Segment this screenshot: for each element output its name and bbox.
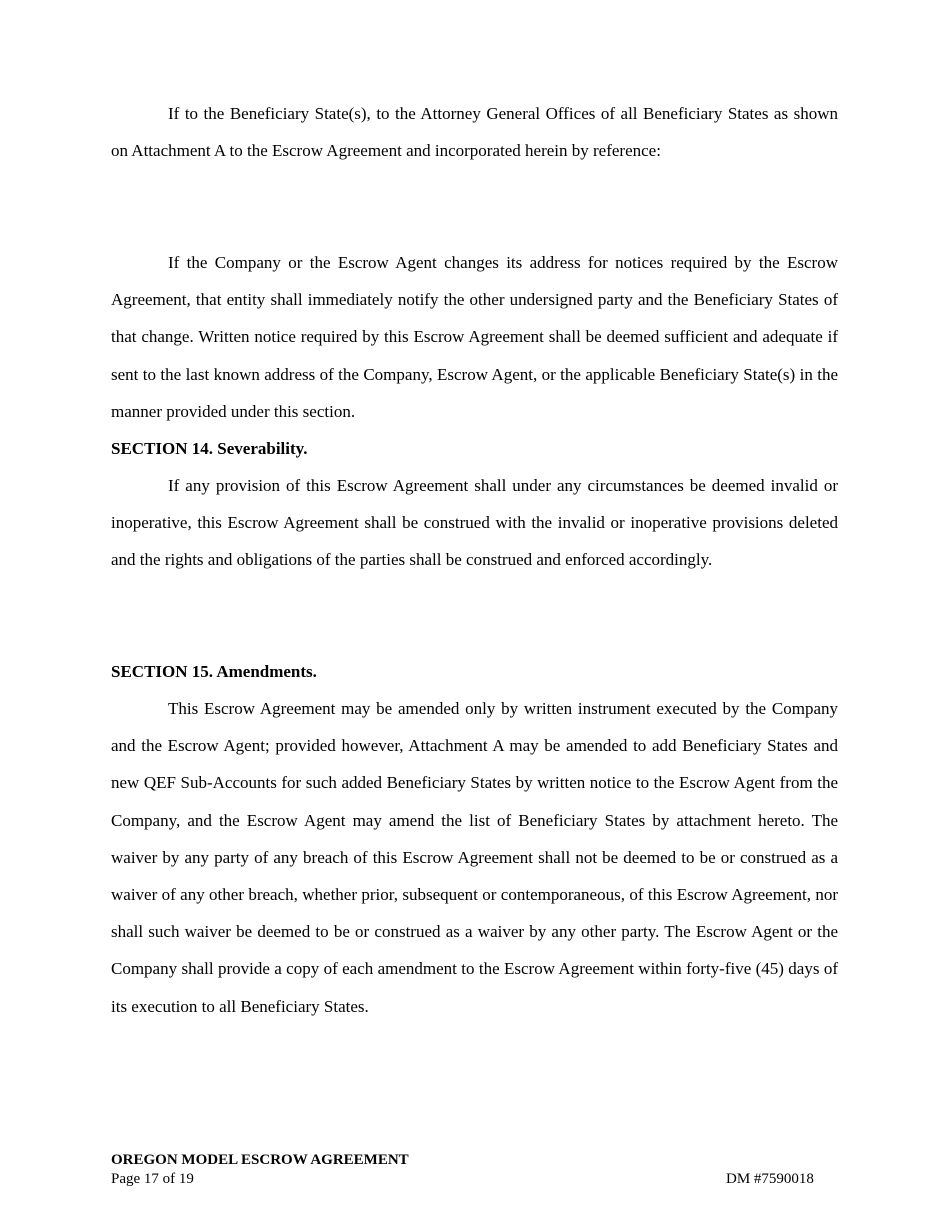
section-14-heading: SECTION 14. Severability. — [111, 439, 308, 458]
section-15-heading: SECTION 15. Amendments. — [111, 662, 317, 681]
paragraph-notice-states: If to the Beneficiary State(s), to the Attorney General Offices of all Beneficiary States as shown on Attachment A to the Escrow Agreement and incorporated herein by reference: — [111, 104, 838, 161]
paragraph-severability: If any provision of this Escrow Agreement shall under any circumstances be deemed invalid or inoperative, this Escrow Agreement shall be construed with the invalid or inoperative provisions deleted and the rights and obligations of the parties shall be construed and enforced accordingly. — [111, 476, 838, 570]
footer-document-title: OREGON MODEL ESCROW AGREEMENT — [111, 1152, 409, 1168]
footer-page-number: Page 17 of 19 — [111, 1171, 194, 1187]
paragraph-amendments: This Escrow Agreement may be amended only by written instrument executed by the Company and the Escrow Agent; provided however, Attachment A may be amended to add Beneficiary States and new QEF Sub-Accounts for such added Beneficiary States by written notice to the Escrow Agent from the Company, and the Escrow Agent may amend the list of Beneficiary States by attachment hereto. The waiver by any party of any breach of this Escrow Agreement shall not be deemed to be or construed as a waiver of any other breach, whether prior, subsequent or contemporaneous, of this Escrow Agreement, nor shall such waiver be deemed to be or construed as a waiver by any other party. The Escrow Agent or the Company shall provide a copy of each amendment to the Escrow Agreement within forty-five (45) days of its execution to all Beneficiary States. — [111, 699, 838, 1016]
paragraph-address-change: If the Company or the Escrow Agent changes its address for notices required by the Escrow Agreement, that entity shall immediately notify the other undersigned party and the Beneficiary States of that change. Written notice required by this Escrow Agreement shall be deemed sufficient and adequate if sent to the last known address of the Company, Escrow Agent, or the applicable Beneficiary State(s) in the manner provided under this section. — [111, 253, 838, 421]
footer-document-id: DM #7590018 — [726, 1171, 814, 1187]
